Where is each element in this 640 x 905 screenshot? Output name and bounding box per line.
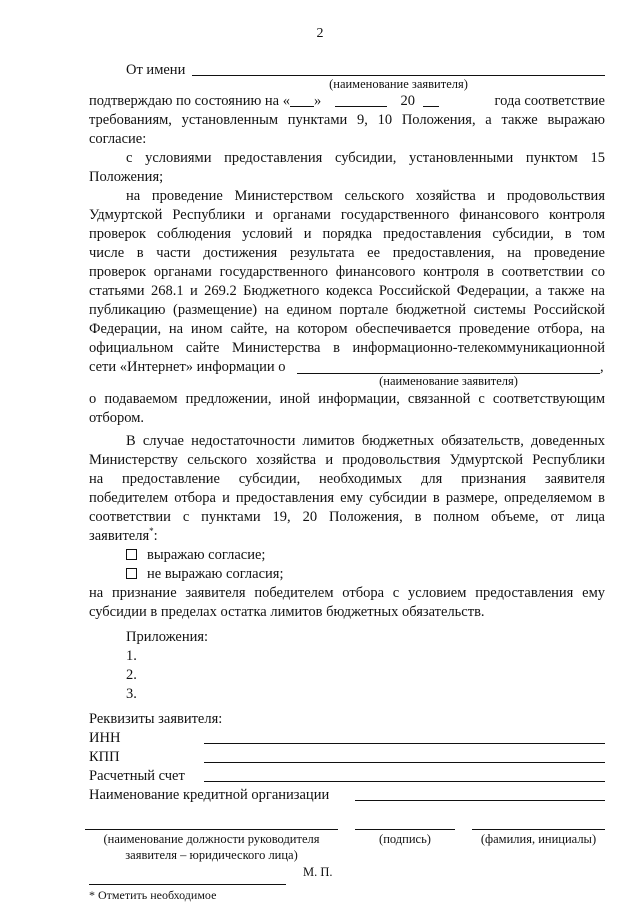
day-field[interactable] (290, 92, 314, 107)
account-field[interactable] (204, 781, 605, 782)
fullname-line[interactable] (472, 829, 605, 830)
insufficient-line: Министерству сельского хозяйства и продовольствия Удмуртской Республики (89, 452, 605, 468)
position-caption-1: (наименование должности руководителя (103, 832, 320, 846)
inn-label: ИНН (89, 730, 121, 746)
confirm-text-d: года соответствие (494, 93, 605, 109)
option-disagree[interactable] (126, 565, 283, 584)
applicant-caption: (наименование заявителя) (329, 77, 468, 91)
applicant-word: заявителя (89, 528, 150, 544)
footnote-divider (89, 884, 286, 885)
position-line[interactable] (85, 829, 338, 830)
consent2-after-1: о подаваемом предложении, иной информации, связанной с соответствующим (89, 391, 605, 407)
stamp-label: М. П. (303, 865, 333, 879)
consent2-line: официальном сайте Министерства в информационно-телекоммуникационной (89, 340, 605, 356)
insufficient-tail-2: субсидии в пределах остатка лимитов бюджетных обязательств. (89, 604, 485, 620)
attachment-item: 3. (126, 686, 137, 702)
disagree-checkbox[interactable] (126, 568, 137, 579)
fullname-caption: (фамилия, инициалы) (480, 832, 597, 846)
requisites-title: Реквизиты заявителя: (89, 711, 223, 727)
insufficient-tail-1: на признание заявителя победителем отбора с условием предоставления ему (89, 585, 605, 601)
consent2-line: публикацию (размещение) на едином портале бюджетной системы Российской (89, 302, 605, 318)
inn-field[interactable] (204, 743, 605, 744)
disagree-label: не выражаю согласия; (147, 566, 284, 582)
kpp-label: КПП (89, 749, 120, 765)
consent2-line: числе в части достижения результата ее предоставления, на проведение (89, 245, 605, 261)
footnote-mark: * (149, 526, 154, 537)
from-label: От имени (126, 62, 186, 78)
signature-caption: (подпись) (379, 832, 431, 846)
footnote-text: * Отметить необходимое (89, 888, 217, 902)
insufficient-line: победителем отбора и предоставления ему субсидии в размере, определяемом в (89, 490, 605, 506)
bank-label: Наименование кредитной организации (89, 787, 330, 803)
insufficient-line: В случае недостаточности лимитов бюджетных обязательств, доведенных (126, 433, 605, 449)
option-agree[interactable] (126, 546, 265, 565)
colon: : (153, 528, 158, 544)
confirm-text-b: » (314, 93, 322, 109)
attachments-title: Приложения: (126, 629, 209, 645)
insufficient-line: на предоставление субсидии, необходимых для признания заявителя (89, 471, 605, 487)
confirm-line-3: согласие: (89, 131, 147, 147)
consent1-line-2: Положения; (89, 169, 164, 185)
confirm-text-a: подтверждаю по состоянию на « (89, 93, 290, 109)
insufficient-line: соответствии с пунктами 19, 20 Положения, в полном объеме, от лица (89, 509, 605, 525)
consent2-line: Удмуртской Республики и органами государственного финансового контроля (89, 207, 605, 223)
consent2-line: Федерации, на ином сайте, на котором обеспечивается проведение отбора, на (89, 321, 605, 337)
consent2-caption: (наименование заявителя) (379, 374, 518, 388)
consent2-line: проверок органами государственного финансового контроля в соответствии со (89, 264, 605, 280)
attachment-item: 2. (126, 667, 137, 683)
consent2-line: статьями 268.1 и 269.2 Бюджетного кодекса Российской Федерации, а также на (89, 283, 605, 299)
applicant-name-line[interactable] (192, 75, 605, 76)
month-field[interactable] (335, 92, 387, 107)
consent2-line: проверок соблюдения условий и порядка предоставления субсидии, в том (89, 226, 605, 242)
attachment-item: 1. (126, 648, 137, 664)
year-field[interactable] (423, 92, 439, 107)
consent2-line: на проведение Министерством сельского хозяйства и продовольствия (126, 188, 605, 204)
consent2-after-2: отбором. (89, 410, 145, 426)
confirm-text-c: 20 (400, 93, 415, 109)
confirm-line-1 (89, 92, 605, 111)
consent1-line-1: с условиями предоставления субсидии, установленными пунктом 15 (126, 150, 605, 166)
kpp-field[interactable] (204, 762, 605, 763)
position-caption-2: заявителя – юридического лица) (125, 848, 298, 862)
consent2-last-line: сети «Интернет» информации о (89, 359, 286, 375)
page-number: 2 (316, 26, 324, 41)
bank-field[interactable] (355, 800, 605, 801)
consent2-comma: , (600, 359, 604, 375)
agree-checkbox[interactable] (126, 549, 137, 560)
insufficient-last-line (89, 527, 158, 546)
agree-label: выражаю согласие; (147, 547, 266, 563)
signature-line[interactable] (355, 829, 455, 830)
account-label: Расчетный счет (89, 768, 185, 784)
confirm-line-2: требованиям, установленным пунктами 9, 10 Положения, а также выражаю (89, 112, 605, 128)
